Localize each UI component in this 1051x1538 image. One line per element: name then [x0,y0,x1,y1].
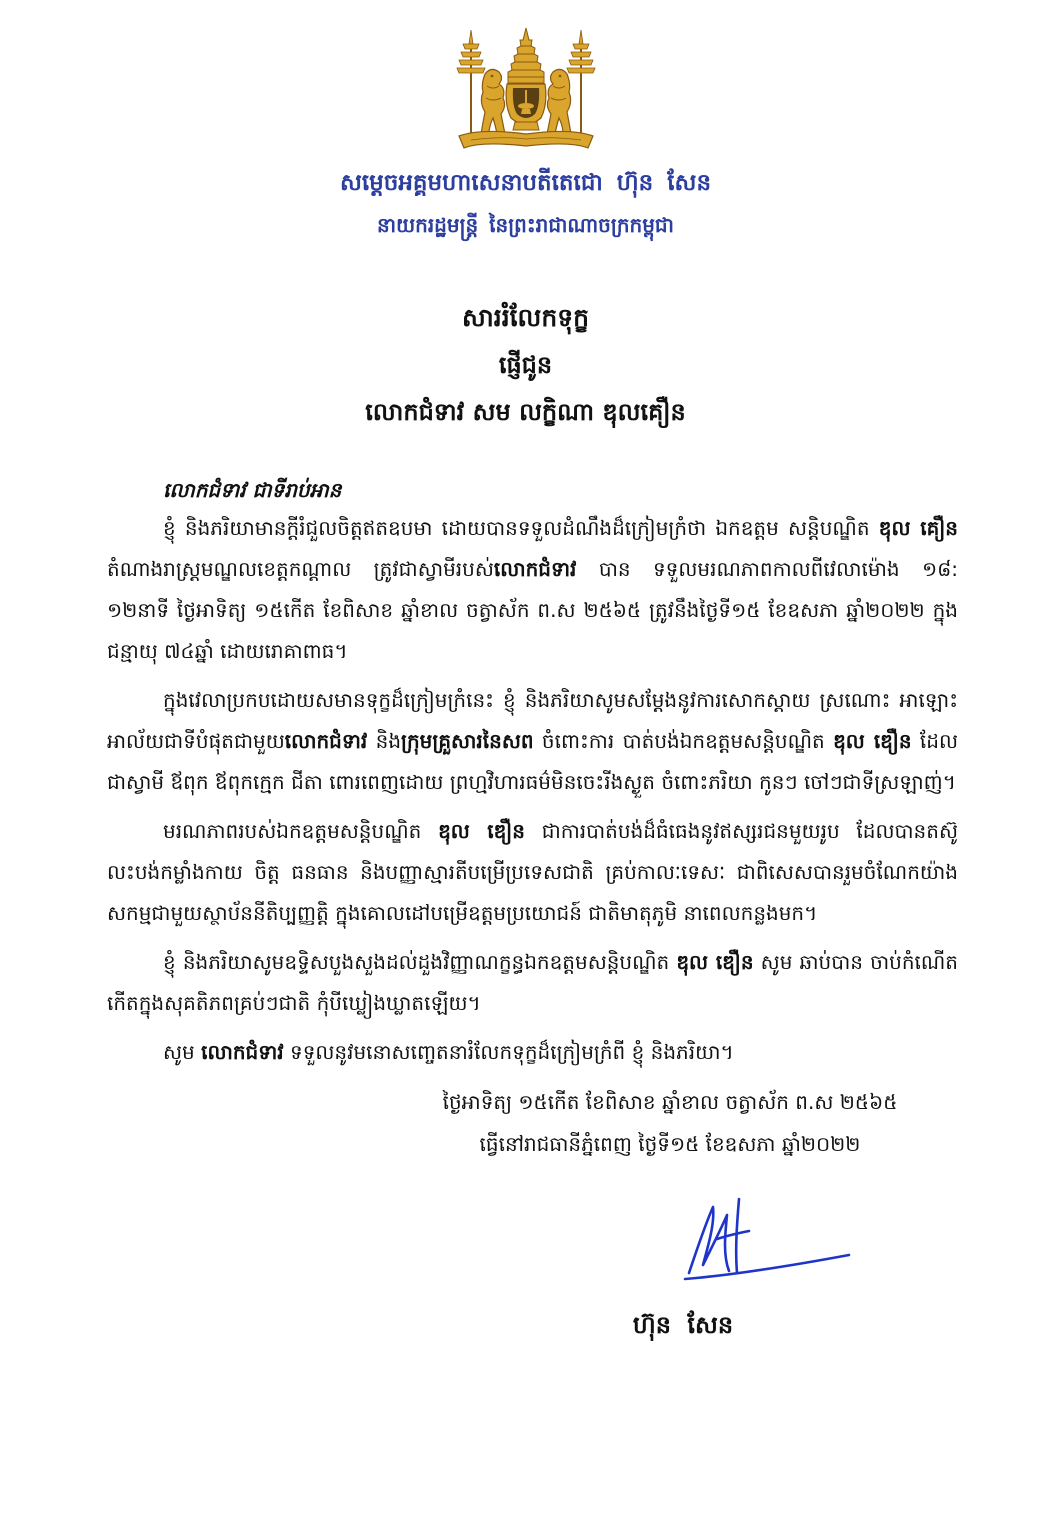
sender-title: នាយករដ្ឋមន្ត្រី នៃព្រះរាជាណាចក្រកម្ពុជា [377,213,674,237]
emblem-crown [508,28,544,83]
royal-coat-of-arms-icon [441,26,611,156]
paragraph-bold-text: លោកជំទាវ [201,1040,284,1064]
paragraph-text: មរណភាពរបស់ឯកឧត្តមសន្តិបណ្ឌិត [163,819,439,843]
emblem-right-side [547,30,595,138]
paragraph-bold-text: លោកជំទាវ [284,729,368,753]
body-paragraph-4 [107,942,958,1024]
emblem-ribbon [459,131,593,148]
paragraph-text: ដែលជាស្វាមី ឪពុក ឪពុកក្មេក ជីតា ពោរពេញដោយ ព្រហ្មវិហារធម៌មិនចេះរីងស្ងួត ចំពោះភរិយា កូនៗ ចៅៗជាទីស្រឡាញ់។ [107,729,958,794]
body-paragraph-1 [107,508,958,672]
paragraph-text: បាន ទទួលមរណភាពកាលពីវេលាម៉ោង ១៨: ១២នាទី ថ្ងៃអាទិត្យ ១៥កើត ខែពិសាខ ឆ្នាំខាល ចត្វាស័ក ព.ស ២៥៦៥ ត្រូវនឹងថ្ងៃទី១៥ ខែឧសភា ឆ្នាំ២០២២ ក្នុងជន្មាយុ ៧៤ឆ្នាំ ដោយរោគាពាធ។ [107,557,958,663]
emblem-shield [506,84,546,130]
body-paragraph-3 [107,811,958,934]
sender-name: សម្តេចអគ្គមហាសេនាបតីតេជោ ហ៊ុន សែន [339,170,712,196]
paragraph-text: ជាការបាត់បង់ដ៏ធំធេងនូវឥស្សរជនមួយរូប ដែលបានតស៊ូ លះបង់កម្លាំងកាយ ចិត្ត ធនធាន និងបញ្ញាស្មារតីបម្រើប្រទេសជាតិ គ្រប់កាលៈទេសៈ ជាពិសេសបានរួមចំណែកយ៉ាងសកម្មជាមួយស្ថាប័ននីតិប្បញ្ញត្តិ ក្នុងគោលដៅបម្រើឧត្តមប្រយោជន៍ ជាតិមាតុភូមិ នាពេលកន្លងមក។ [107,819,958,925]
letter-heading: សាររំលែកទុក្ខ [462,303,589,332]
paragraph-text: ចំពោះការ បាត់បង់ឯកឧត្តមសន្តិបណ្ឌិត [533,729,834,753]
paragraph-text: តំណាងរាស្ត្រមណ្ឌលខេត្តកណ្តាល ត្រូវជាស្វាមីរបស់ [107,557,494,581]
paragraph-bold-text: ឌុល គឿន [878,516,958,540]
letter-date [380,1081,960,1165]
paragraph-text: ខ្ញុំ និងភរិយាសូមឧទ្ទិសបួងសួងដល់ដួងវិញ្ញាណក្ខន្ធឯកឧត្តមសន្តិបណ្ឌិត [163,950,677,974]
handwritten-signature [675,1193,855,1285]
paragraph-text: ខ្ញុំ និងភរិយាមានក្តីរំជួលចិត្តឥតឧបមា ដោយបានទទួលដំណឹងដ៏ក្រៀមក្រំថា ឯកឧត្តម សន្តិបណ្ឌិត [163,516,879,540]
paragraph-text: សូម ឆាប់បាន ចាប់កំណើតកើតក្នុងសុគតិភពគ្រប់ៗជាតិ កុំបីឃ្លៀងឃ្លាតឡើយ។ [107,950,958,1015]
paragraph-bold-text: ឌុល ឌឿន [676,950,754,974]
place-and-date: ធ្វើនៅរាជធានីភ្នំពេញ ថ្ងៃទី១៥ ខែឧសភា ឆ្នាំ២០២២ [479,1132,861,1156]
paragraph-text: និង [367,729,402,753]
salutation: លោកជំទាវ ជាទីរាប់អាន [163,478,342,502]
sent-to-label: ផ្ញើជូន [498,351,553,379]
paragraph-text: ទទួលនូវមនោសញ្ចេតនារំលែកទុក្ខដ៏ក្រៀមក្រំពី ខ្ញុំ និងភរិយា។ [283,1040,734,1064]
letter-body [107,472,958,1345]
paragraph-bold-text: ឌុល ឌឿន [438,819,525,843]
paragraph-bold-text: ឌុល ឌឿន [833,729,912,753]
recipient-name: លោកជំទាវ សម លក្ខិណា ឌុលគឿន [365,398,686,426]
signatory-name: ហ៊ុន សែន [632,1311,734,1339]
lunar-date: ថ្ងៃអាទិត្យ ១៥កើត ខែពិសាខ ឆ្នាំខាល ចត្វាស័ក ព.ស ២៥៦៥ [442,1090,898,1114]
emblem-left-side [457,30,505,138]
paragraph-bold-text: លោកជំទាវ [493,557,577,581]
paragraph-text: សូម [163,1040,202,1064]
body-paragraph-5 [107,1032,958,1073]
paragraph-text: ក្នុងវេលាប្រកបដោយសមានទុក្ខដ៏ក្រៀមក្រំនេះ ខ្ញុំ និងភរិយាសូមសម្តែងនូវការសោកស្តាយ ស្រណោះ អាឡោះអាល័យជាទីបំផុតជាមួយ [107,688,958,753]
paragraph-bold-text: ក្រុមគ្រួសារនៃសព [401,729,534,753]
body-paragraph-2 [107,680,958,803]
